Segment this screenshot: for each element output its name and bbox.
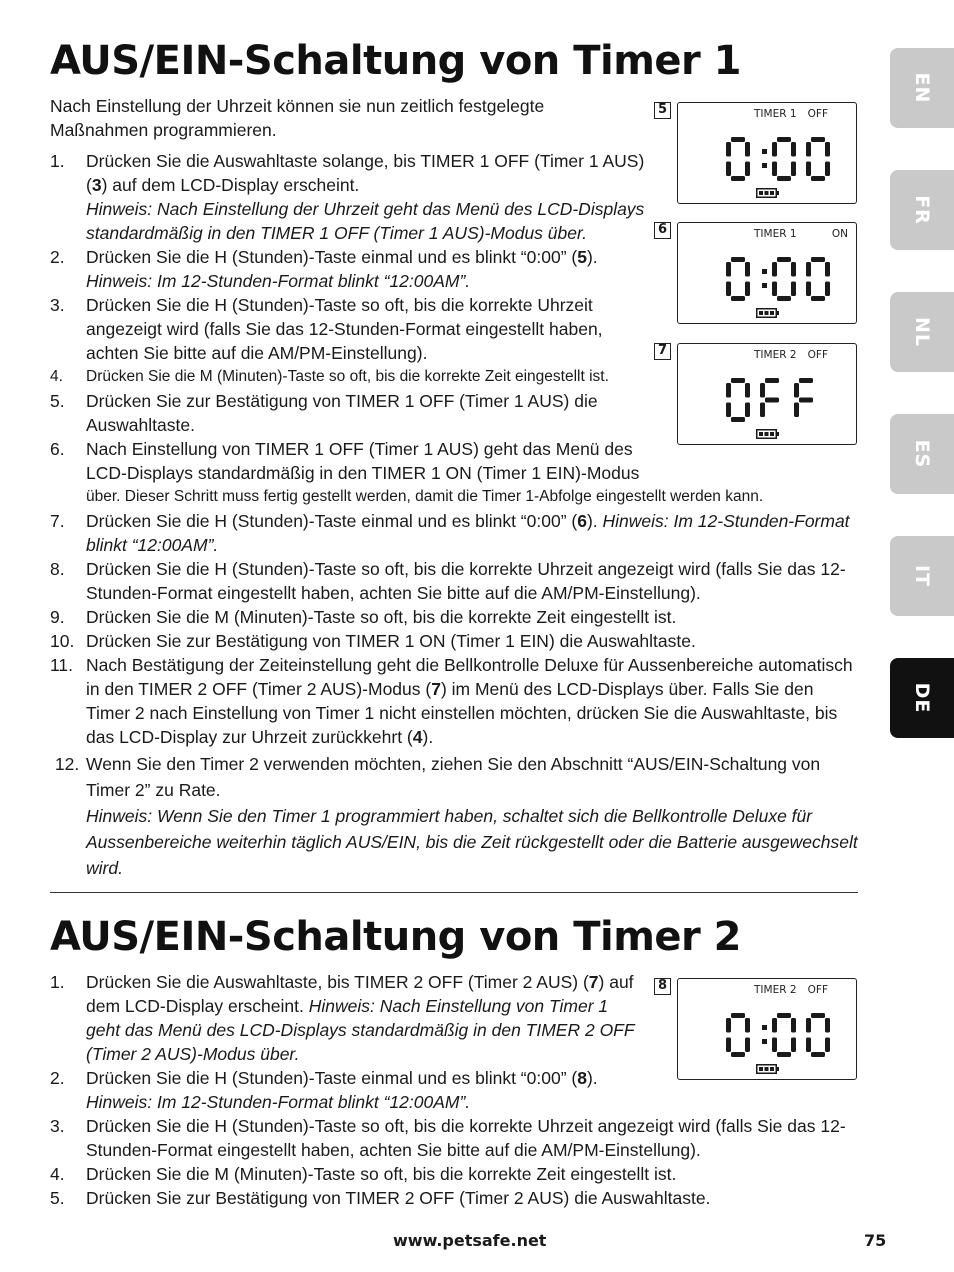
battery-tip [777, 311, 780, 315]
battery-icon [756, 188, 780, 198]
lcd-segment [794, 403, 799, 418]
lcd-segment [777, 1013, 791, 1018]
lcd-display-6 [657, 222, 857, 324]
lcd-segment [745, 282, 750, 297]
lcd-segment [811, 137, 825, 142]
lcd-digits [724, 1011, 834, 1059]
battery-tip [777, 1067, 780, 1071]
list-item: 11. Nach Bestätigung der Zeiteinstellung geht die Bellkontrolle Deluxe für Aussenbereiche automatisch in den TIMER 2 OFF (Timer 2 AUS)-Modus (7) im Menü des LCD-Displays über. Falls Sie den Timer 2 nach Einstellung von Timer 1 nicht einstellen möchten, drücken Sie die Auswahltaste, bis das LCD-Display zur Uhrzeit zurückkehrt (4). [50, 655, 853, 747]
list-item: 2. Drücken Sie die H (Stunden)-Taste einmal und es blinkt “0:00” (5). Hinweis: Im 12-Stunden-Format blinkt “12:00AM”. [50, 247, 598, 291]
figure-number: 6 [654, 222, 671, 239]
lcd-digits [724, 135, 834, 183]
lcd-timer-label: TIMER 1 [754, 228, 797, 240]
battery-icon [756, 308, 780, 318]
lcd-segment [825, 262, 830, 277]
lcd-state-label: OFF [807, 349, 828, 361]
lcd-segment [806, 162, 811, 177]
tab-label: FR [911, 195, 933, 225]
intro-text: Nach Einstellung der Uhrzeit können sie nun zeitlich festgelegte Maßnahmen programmieren. [50, 96, 545, 140]
lcd-segment [760, 403, 765, 418]
list-item: 1. Drücken Sie die Auswahltaste solange, bis TIMER 1 OFF (Timer 1 AUS) (3) auf dem LCD-Display erscheint. Hinweis: Nach Einstellung der Uhrzeit geht das Menü des LCD-Displays standardmäßig in den TIMER 1 OFF (Timer 1 AUS)-Modus über. [50, 151, 645, 243]
lcd-segment [806, 1038, 811, 1053]
lcd-colon [762, 269, 767, 274]
list-item: 4. Drücken Sie die M (Minuten)-Taste so oft, bis die korrekte Zeit eingestellt ist. [50, 1164, 677, 1184]
figure-number: 5 [654, 102, 671, 119]
lcd-segment [811, 176, 825, 181]
tab-label: EN [911, 72, 933, 104]
page-number: 75 [864, 1231, 887, 1250]
battery-bar [759, 311, 763, 315]
lcd-segment [806, 1018, 811, 1033]
list-item: über. Dieser Schritt muss fertig gestellt werden, damit die Timer 1-Abfolge eingestellt werden kann. [86, 488, 764, 505]
tab-it[interactable] [890, 536, 954, 616]
tab-fr[interactable] [890, 170, 954, 250]
lcd-segment [772, 1018, 777, 1033]
lcd-segment [772, 1038, 777, 1053]
list-item: 3. Drücken Sie die H (Stunden)-Taste so oft, bis die korrekte Uhrzeit angezeigt wird (falls Sie das 12-Stunden-Format eingestellt haben, achten Sie bitte auf die AM/PM-Einstellung). [50, 1116, 846, 1160]
list-item: 9. Drücken Sie die M (Minuten)-Taste so oft, bis die korrekte Zeit eingestellt ist. [50, 607, 677, 627]
lcd-segment [731, 176, 745, 181]
lcd-segment [811, 257, 825, 262]
battery-bar [759, 1067, 763, 1071]
lcd-segment [825, 142, 830, 157]
list-item: 5. Drücken Sie zur Bestätigung von TIMER 2 OFF (Timer 2 AUS) die Auswahltaste. [50, 1188, 711, 1208]
lcd-digits [724, 255, 834, 303]
lcd-segment [799, 378, 813, 383]
lcd-display-7 [657, 343, 857, 445]
list-item: 10. Drücken Sie zur Bestätigung von TIMER 1 ON (Timer 1 EIN) die Auswahltaste. [50, 631, 696, 651]
lcd-colon [762, 149, 767, 154]
lcd-segment [825, 162, 830, 177]
lcd-colon [762, 283, 767, 288]
lcd-segment [726, 1038, 731, 1053]
lcd-segment [765, 378, 779, 383]
battery-bar [770, 311, 774, 315]
lcd-timer-label: TIMER 2 [754, 349, 797, 361]
lcd-segment [731, 378, 745, 383]
battery-bar [770, 191, 774, 195]
battery-bar [765, 191, 769, 195]
lcd-segment [772, 282, 777, 297]
list-item: 8. Drücken Sie die H (Stunden)-Taste so oft, bis die korrekte Uhrzeit angezeigt wird (falls Sie das 12-Stunden-Format eingestellt haben, achten Sie bitte auf die AM/PM-Einstellung). [50, 559, 846, 603]
list-item: 6. Nach Einstellung von TIMER 1 OFF (Timer 1 AUS) geht das Menü des LCD-Displays standardmäßig in den TIMER 1 ON (Timer 1 EIN)-Modus [50, 439, 640, 483]
tab-de[interactable] [890, 658, 954, 738]
lcd-segment [772, 262, 777, 277]
lcd-segment [726, 262, 731, 277]
lcd-state-label: ON [831, 228, 848, 240]
section-title-timer2: AUS/EIN-Schaltung von Timer 2 [50, 914, 741, 960]
lcd-segment [794, 383, 799, 398]
lcd-segment [731, 417, 745, 422]
lcd-segment [777, 1052, 791, 1057]
lcd-segment [765, 398, 779, 403]
lcd-segment [731, 1013, 745, 1018]
lcd-segment [825, 1038, 830, 1053]
battery-bar [765, 1067, 769, 1071]
lcd-segment [777, 137, 791, 142]
figure-number: 7 [654, 343, 671, 360]
lcd-segment [811, 1013, 825, 1018]
lcd-segment [825, 1018, 830, 1033]
lcd-segment [760, 383, 765, 398]
timer2-steps-a [50, 970, 640, 1114]
lcd-colon [762, 1025, 767, 1030]
lcd-segment [806, 282, 811, 297]
battery-bar [770, 1067, 774, 1071]
section-title-timer1: AUS/EIN-Schaltung von Timer 1 [50, 38, 741, 84]
tab-label: IT [911, 564, 933, 588]
lcd-segment [799, 398, 813, 403]
lcd-segment [777, 176, 791, 181]
timer1-steps-b [50, 485, 858, 881]
lcd-display-8 [657, 978, 857, 1080]
lcd-segment [726, 1018, 731, 1033]
lcd-segment [772, 162, 777, 177]
lcd-timer-label: TIMER 1 [754, 108, 797, 120]
battery-bar [765, 311, 769, 315]
lcd-segment [745, 1038, 750, 1053]
tab-en[interactable] [890, 48, 954, 128]
lcd-segment [726, 282, 731, 297]
lcd-segment [745, 262, 750, 277]
lcd-segment [825, 282, 830, 297]
lcd-segment [726, 383, 731, 398]
lcd-segment [731, 296, 745, 301]
list-item: 2. Drücken Sie die H (Stunden)-Taste einmal und es blinkt “0:00” (8). Hinweis: Im 12-Stunden-Format blinkt “12:00AM”. [50, 1068, 598, 1112]
figure-number: 8 [654, 978, 671, 995]
battery-icon [756, 1064, 780, 1074]
lcd-segment [772, 142, 777, 157]
lcd-segment [745, 403, 750, 418]
timer1-steps-a [50, 149, 650, 485]
list-item: 5. Drücken Sie zur Bestätigung von TIMER 1 OFF (Timer 1 AUS) die Auswahltaste. [50, 391, 598, 435]
lcd-segment [745, 1018, 750, 1033]
list-item: 7. Drücken Sie die H (Stunden)-Taste einmal und es blinkt “0:00” (6). Hinweis: Im 12-Stunden-Format blinkt “12:00AM”. [50, 511, 850, 555]
lcd-segment [731, 1052, 745, 1057]
lcd-segment [806, 262, 811, 277]
lcd-segment [791, 162, 796, 177]
battery-bar [759, 191, 763, 195]
list-item: 1. Drücken Sie die Auswahltaste, bis TIMER 2 OFF (Timer 2 AUS) (7) auf dem LCD-Display erscheint. Hinweis: Nach Einstellung von Timer 1 geht das Menü des LCD-Displays standardmäßig in den TIMER 2 OFF (Timer 2 AUS)-Modus über. [50, 972, 635, 1064]
list-item: 12. Wenn Sie den Timer 2 verwenden möchten, ziehen Sie den Abschnitt “AUS/EIN-Schaltung von Timer 2” zu Rate. Hinweis: Wenn Sie den Timer 1 programmiert haben, schaltet sich die Bellkontrolle Deluxe für Aussenbereiche weiterhin täglich AUS/EIN, bis die Zeit rückgestellt oder die Batterie ausgewechselt wird. [50, 754, 858, 878]
lcd-segment [777, 296, 791, 301]
lcd-segment [731, 257, 745, 262]
tab-label: NL [911, 316, 933, 348]
footer-url[interactable]: www.petsafe.net [393, 1231, 547, 1250]
lcd-segment [791, 1018, 796, 1033]
lcd-segment [726, 162, 731, 177]
tab-label: ES [911, 439, 933, 469]
section-divider [50, 892, 858, 893]
lcd-segment [791, 142, 796, 157]
lcd-timer-label: TIMER 2 [754, 984, 797, 996]
lcd-segment [811, 296, 825, 301]
list-item: 3. Drücken Sie die H (Stunden)-Taste so oft, bis die korrekte Uhrzeit angezeigt wird (falls Sie das 12-Stunden-Format eingestellt haben, achten Sie bitte auf die AM/PM-Einstellung). [50, 295, 603, 363]
lcd-segment [731, 137, 745, 142]
lcd-segment [806, 142, 811, 157]
lcd-segment [791, 282, 796, 297]
battery-bar [765, 432, 769, 436]
lcd-segment [745, 383, 750, 398]
lcd-digits [724, 376, 834, 424]
lcd-segment [777, 257, 791, 262]
lcd-segment [726, 142, 731, 157]
lcd-segment [791, 262, 796, 277]
tab-es[interactable] [890, 414, 954, 494]
tab-nl[interactable] [890, 292, 954, 372]
lcd-segment [726, 403, 731, 418]
lcd-state-label: OFF [807, 108, 828, 120]
lcd-segment [791, 1038, 796, 1053]
tab-label: DE [911, 682, 933, 714]
timer2-steps-b [50, 1114, 858, 1210]
battery-tip [777, 191, 780, 195]
battery-tip [777, 432, 780, 436]
battery-bar [770, 432, 774, 436]
lcd-segment [745, 162, 750, 177]
lcd-colon [762, 1039, 767, 1044]
lcd-segment [745, 142, 750, 157]
battery-bar [759, 432, 763, 436]
lcd-colon [762, 163, 767, 168]
lcd-display-5 [657, 102, 857, 204]
lcd-state-label: OFF [807, 984, 828, 996]
battery-icon [756, 429, 780, 439]
list-item: 4. Drücken Sie die M (Minuten)-Taste so oft, bis die korrekte Zeit eingestellt ist. [50, 368, 609, 385]
lcd-segment [811, 1052, 825, 1057]
